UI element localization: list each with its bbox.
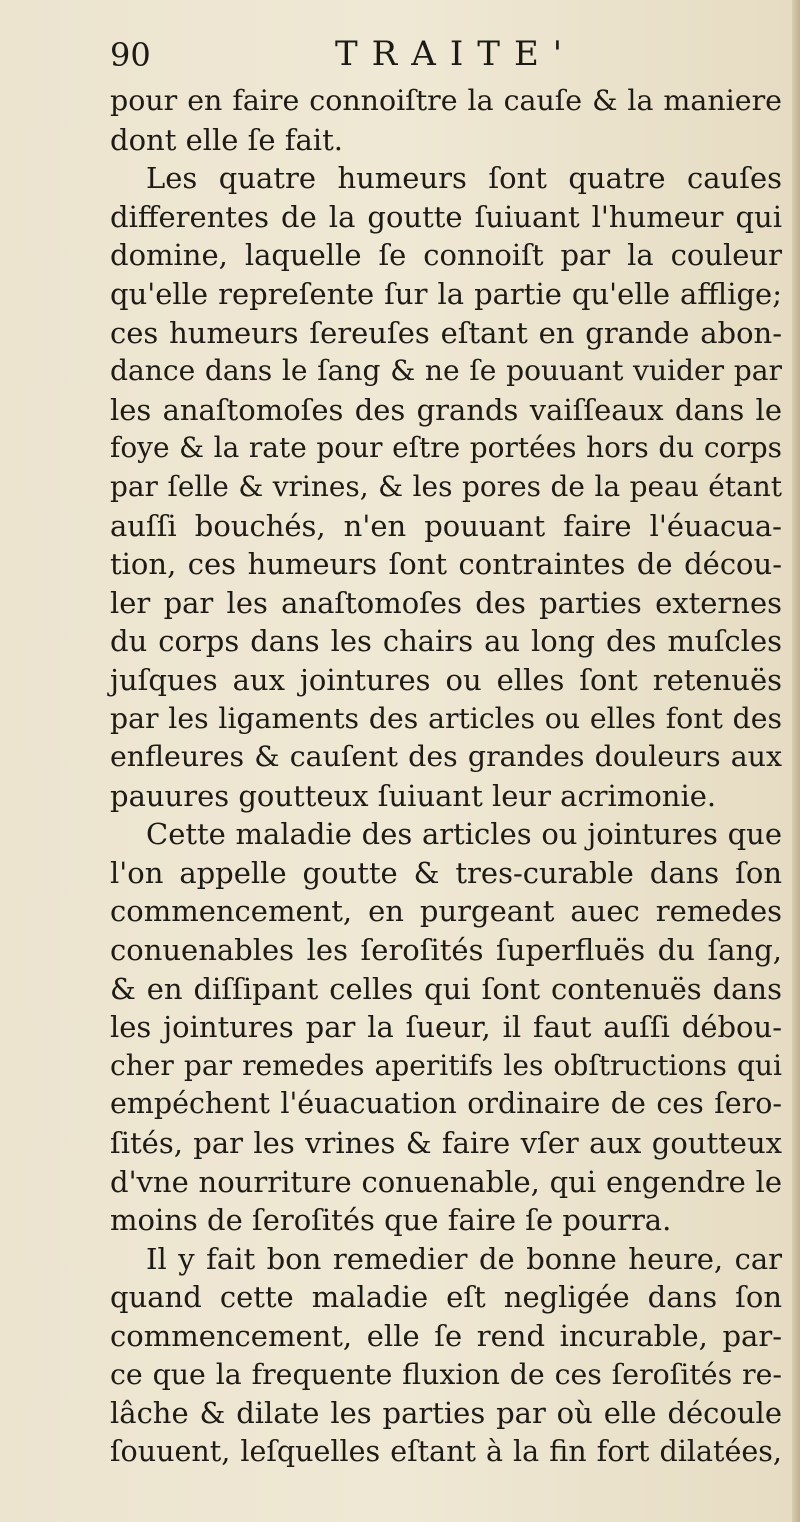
text-line: du corps dans les chairs au long des muſcles [110,624,782,659]
text-line: ſités, par les vrines & faire vſer aux goutteux [110,1126,782,1161]
text-line: ſouuent, leſquelles eſtant à la fin fort dilatées, [110,1434,782,1468]
text-line: Les quatre humeurs ſont quatre cauſes [146,161,782,196]
text-line: ce que la frequente fluxion de ces ſeroſités re- [110,1357,782,1391]
text-line: commencement, en purgeant auec remedes [110,894,782,929]
text-line: differentes de la goutte ſuiuant l'humeur qui [110,199,782,234]
text-line: qu'elle repreſente ſur la partie qu'elle afflige; [110,276,782,311]
text-line: d'vne nourriture conuenable, qui engendre le [110,1164,782,1199]
text-line: les jointures par la ſueur, il faut auſſi débou- [110,1010,782,1045]
text-line: les anaſtomoſes des grands vaiſſeaux dans le [110,392,782,427]
text-line: enfleures & cauſent des grandes douleurs aux [110,740,782,774]
text-line: foye & la rate pour eſtre portées hors du corps [110,431,782,465]
text-line: ler par les anaſtomoſes des parties externes [110,585,782,620]
text-line: commencement, elle ſe rend incurable, par- [110,1319,782,1353]
text-line: empéchent l'éuacuation ordinaire de ces ſero- [110,1087,782,1121]
text-line: moins de ſeroſités que faire ſe pourra. [110,1203,672,1238]
page-header [110,32,750,84]
text-line: lâche & dilate les parties par où elle découle [110,1396,782,1431]
text-line: Cette maladie des articles ou jointures que [146,817,782,852]
text-line: l'on appelle goutte & tres-curable dans ſon [110,855,782,890]
text-line: pauures goutteux ſuiuant leur acrimonie. [110,778,717,813]
page-edge [792,0,800,1522]
text-line: dance dans le ſang & ne ſe pouuant vuider par [110,354,782,388]
text-line: pour en faire connoiſtre la cauſe & la maniere [110,84,782,117]
text-line: Il y fait bon remedier de bonne heure, car [146,1241,782,1276]
text-line: cher par remedes aperitifs les obſtructions qui [110,1048,782,1082]
text-line: quand cette maladie eſt negligée dans ſon [110,1280,782,1315]
text-line: domine, laquelle ſe connoiſt par la couleur [110,238,782,273]
text-line: par les ligaments des articles ou elles font des [110,701,782,735]
text-line: & en diſſipant celles qui ſont contenuës dans [110,971,782,1006]
body-text [110,82,782,1471]
page-number: 90 [110,36,151,74]
text-line: juſques aux jointures ou elles ſont retenuës [110,662,782,697]
text-line: conuenables les ſeroſités ſuperfluës du ſang, [110,933,782,968]
text-line: ces humeurs ſereuſes eſtant en grande abon- [110,315,782,350]
running-head: TRAITE' [335,34,577,74]
text-line: dont elle ſe fait. [110,122,343,157]
text-line: par ſelle & vrines, & les pores de la peau étant [110,469,782,503]
text-line: tion, ces humeurs ſont contraintes de décou- [110,547,782,582]
text-line: auſſi bouchés, n'en pouuant faire l'éuacua- [110,508,782,543]
